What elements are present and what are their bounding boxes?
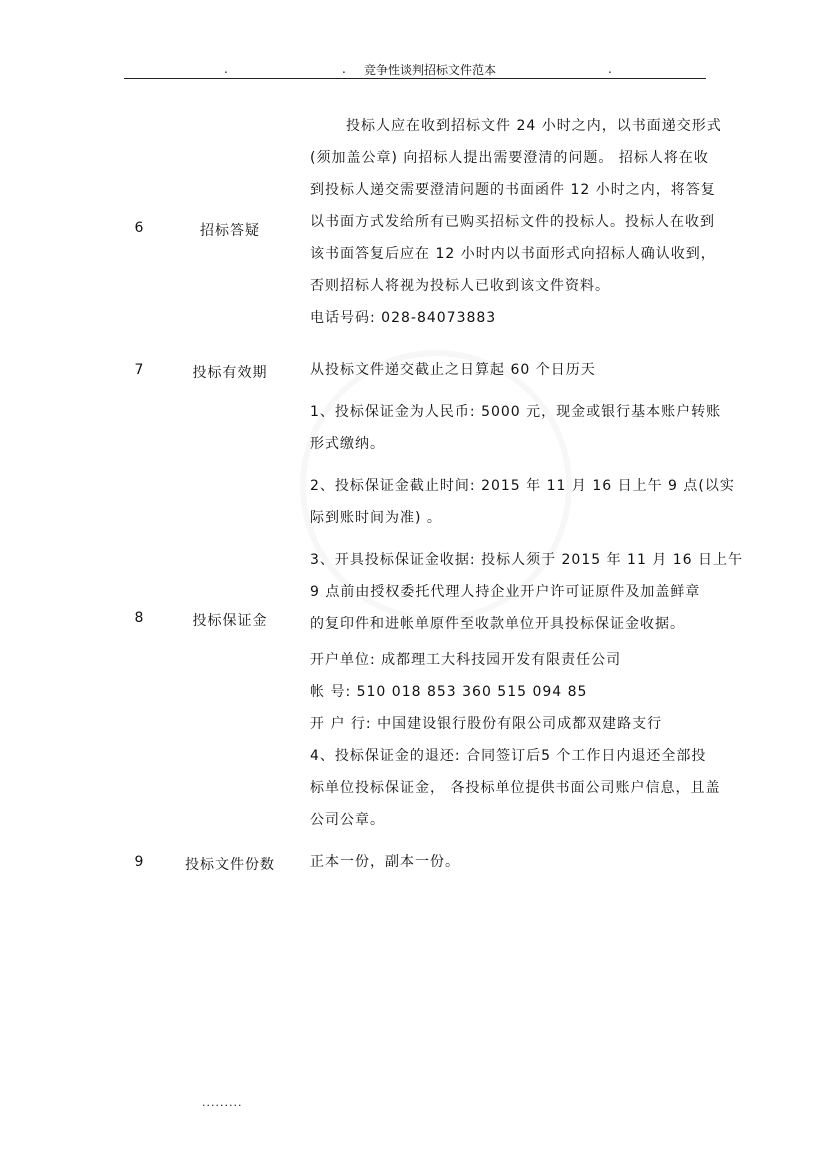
row-label: 投标保证金: [192, 613, 268, 629]
phone-number: 电话号码: 028-84073883: [310, 310, 497, 326]
row-content: [310, 110, 756, 334]
bank-branch: 开 户 行: 中国建设银行股份有限公司成都双建路支行: [310, 716, 663, 732]
header-dot: .: [342, 62, 346, 76]
row-number: 7: [134, 362, 144, 378]
row-content: [310, 354, 756, 386]
text-line: 3、开具投标保证金收据: 投标人须于 2015 年 11 月 16 日上午: [310, 552, 744, 568]
text-line: 际到账时间为准) 。: [310, 510, 442, 526]
text-line: 正本一份，副本一份。: [310, 854, 460, 870]
row-content: [310, 846, 756, 878]
text-line: 投标人应在收到招标文件 24 小时之内，以书面递交形式: [346, 118, 722, 134]
text-line: 公司公章。: [310, 812, 385, 828]
text-line: 标单位投标保证金， 各投标单位提供书面公司账户信息，且盖: [310, 780, 721, 796]
header-title: 竞争性谈判招标文件范本: [364, 63, 497, 77]
text-line: 以书面方式发给所有已购买招标文件的投标人。投标人在收到: [310, 214, 715, 230]
bank-account-name: 开户单位: 成都理工大科技园开发有限责任公司: [310, 652, 622, 668]
row-number: 8: [134, 610, 144, 626]
row-label: 投标文件份数: [185, 857, 275, 873]
text-line: 形式缴纳。: [310, 436, 385, 452]
header-dot: .: [608, 62, 612, 76]
text-line: 该书面答复后应在 12 小时内以书面形式向招标人确认收到，: [310, 246, 716, 262]
text-line: 从投标文件递交截止之日算起 60 个日历天: [310, 362, 596, 378]
text-line: 9 点前由授权委托代理人持企业开户许可证原件及加盖鲜章: [310, 584, 701, 600]
page-header: [124, 58, 706, 79]
footer-dots: .........: [202, 1096, 243, 1109]
text-line: 4、投标保证金的退还: 合同签订后5 个工作日内退还全部投: [310, 748, 707, 764]
text-line: 到投标人递交需要澄清问题的书面函件 12 小时之内，将答复: [310, 182, 716, 198]
text-line: 的复印件和进帐单原件至收款单位开具投标保证金收据。: [310, 616, 685, 632]
row-content: [310, 396, 756, 836]
row-number: 6: [134, 220, 144, 236]
row-label: 投标有效期: [192, 365, 268, 381]
header-dot: .: [224, 62, 228, 76]
text-line: (须加盖公章) 向招标人提出需要澄清的问题。 招标人将在收: [310, 150, 709, 166]
text-line: 2、投标保证金截止时间: 2015 年 11 月 16 日上午 9 点(以实: [310, 478, 735, 494]
text-line: 1、投标保证金为人民币: 5000 元，现金或银行基本账户转账: [310, 404, 722, 420]
row-label: 招标答疑: [200, 223, 260, 239]
bank-account-number: 帐 号: 510 018 853 360 515 094 85: [310, 684, 588, 700]
row-number: 9: [134, 854, 144, 870]
text-line: 否则招标人将视为投标人已收到该文件资料。: [310, 278, 610, 294]
